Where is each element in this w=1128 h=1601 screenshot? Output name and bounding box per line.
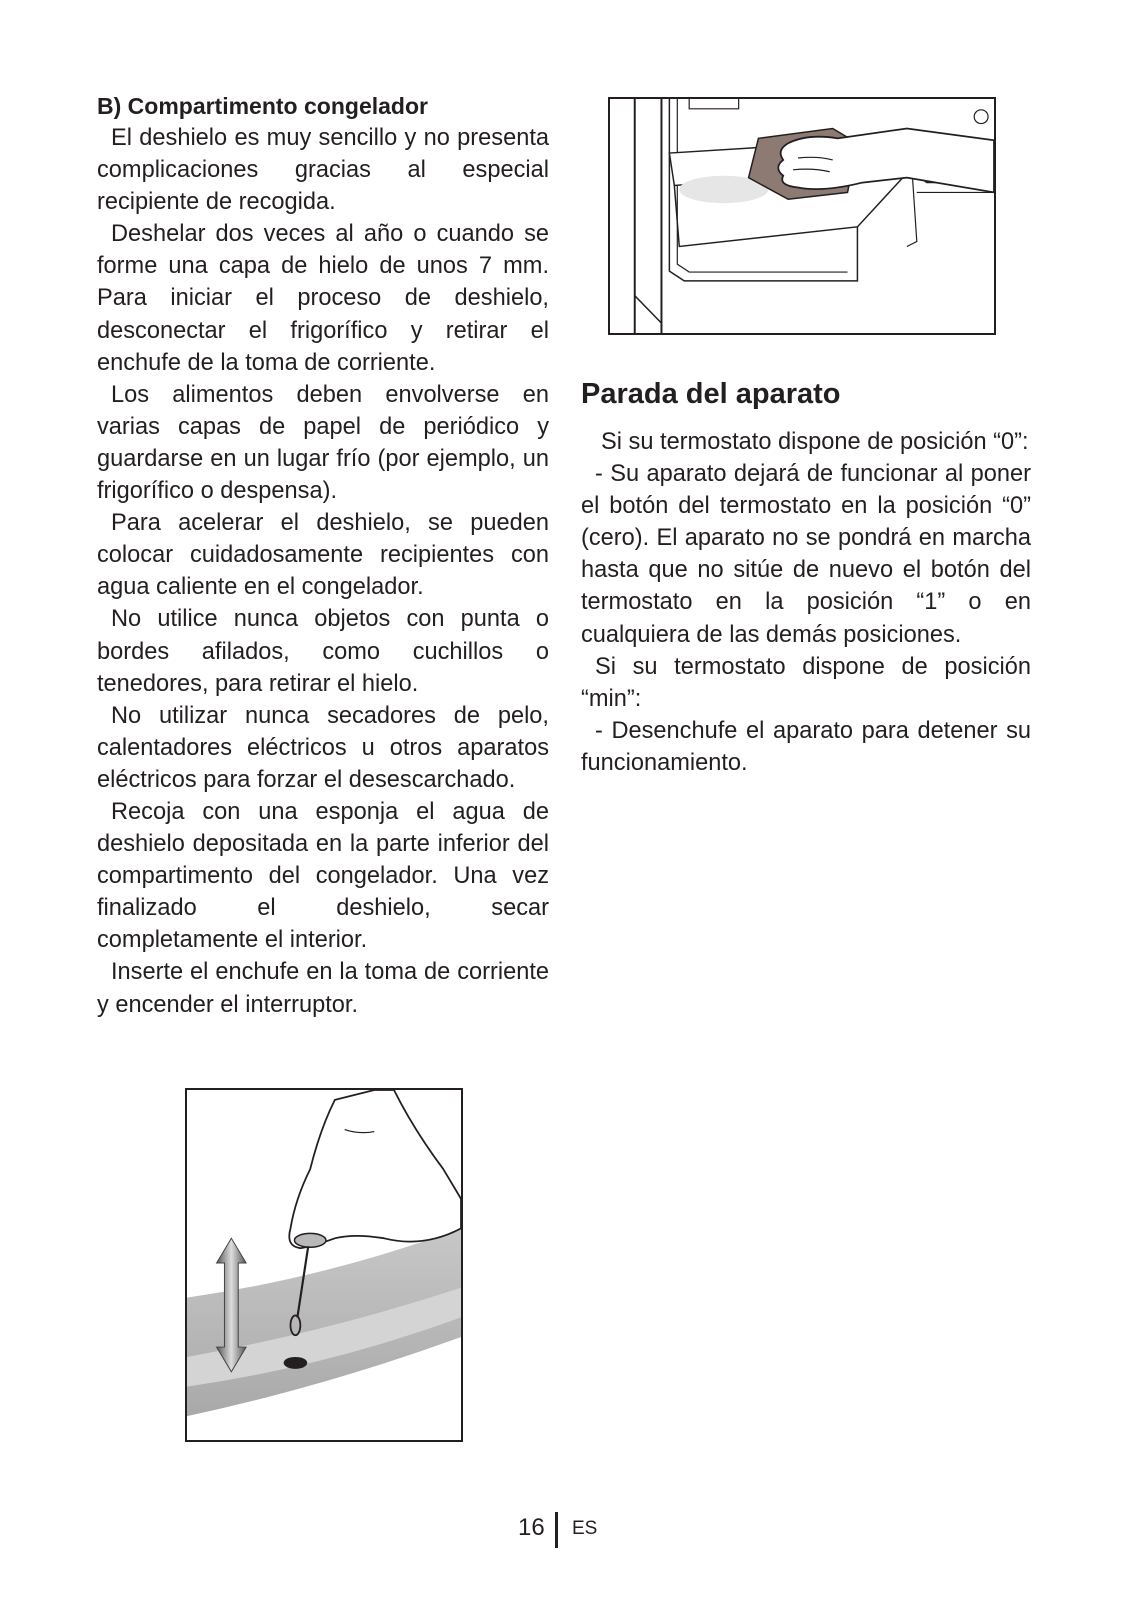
section-heading-freezer: B) Compartimento congelador	[97, 93, 428, 119]
page-number: 16	[518, 1514, 545, 1541]
paragraph: - Su aparato dejará de funcionar al poner el botón del termostato en la posición “0” (cero). El aparato no se pondrá en marcha hasta que no sitúe de nuevo el botón del termostato en la posición “1” o en cualquiera de las demás posiciones.	[581, 461, 1031, 648]
paragraph: No utilizar nunca secadores de pelo, calentadores eléctricos u otros aparatos eléctricos para forzar el desescarchado.	[97, 702, 549, 793]
paragraph: Para acelerar el deshielo, se pueden colocar cuidadosamente recipientes con agua caliente en el congelador.	[97, 510, 549, 601]
illustration-wiping-freezer	[608, 97, 996, 335]
wiping-freezer-drawing	[610, 99, 994, 333]
section-heading-stop: Parada del aparato	[581, 378, 841, 410]
illustration-drain-cleaning	[185, 1088, 463, 1442]
paragraph: - Desenchufe el aparato para detener su funcionamiento.	[581, 717, 1031, 776]
paragraph: Inserte el enchufe en la toma de corriente y encender el interruptor.	[97, 959, 549, 1018]
paragraph: Si su termostato dispone de posición “0”:	[601, 429, 1029, 455]
right-column	[581, 376, 1031, 779]
paragraph: Recoja con una esponja el agua de deshielo depositada en la parte inferior del compartimento del congelador. Una vez finalizado el deshielo, secar completamente el interior.	[97, 798, 549, 954]
paragraph: Los alimentos deben envolverse en varias capas de papel de periódico y guardarse en un lugar frío (por ejemplo, un frigorífico o despensa).	[97, 381, 549, 505]
footer-divider	[555, 1512, 558, 1548]
paragraph: No utilice nunca objetos con punta o bordes afilados, como cuchillos o tenedores, para retirar el hielo.	[97, 606, 549, 697]
language-code: ES	[572, 1518, 598, 1539]
paragraph: Si su termostato dispone de posición “min”:	[581, 653, 1031, 712]
drain-cleaning-drawing	[187, 1090, 461, 1440]
paragraph: Deshelar dos veces al año o cuando se forme una capa de hielo de unos 7 mm. Para iniciar el proceso de deshielo, desconectar el frigorífico y retirar el enchufe de la toma de corriente.	[97, 221, 549, 376]
left-column	[97, 90, 549, 1021]
page-footer	[0, 1512, 1128, 1552]
paragraph: El deshielo es muy sencillo y no presenta complicaciones gracias al especial recipiente de recogida.	[97, 125, 549, 216]
